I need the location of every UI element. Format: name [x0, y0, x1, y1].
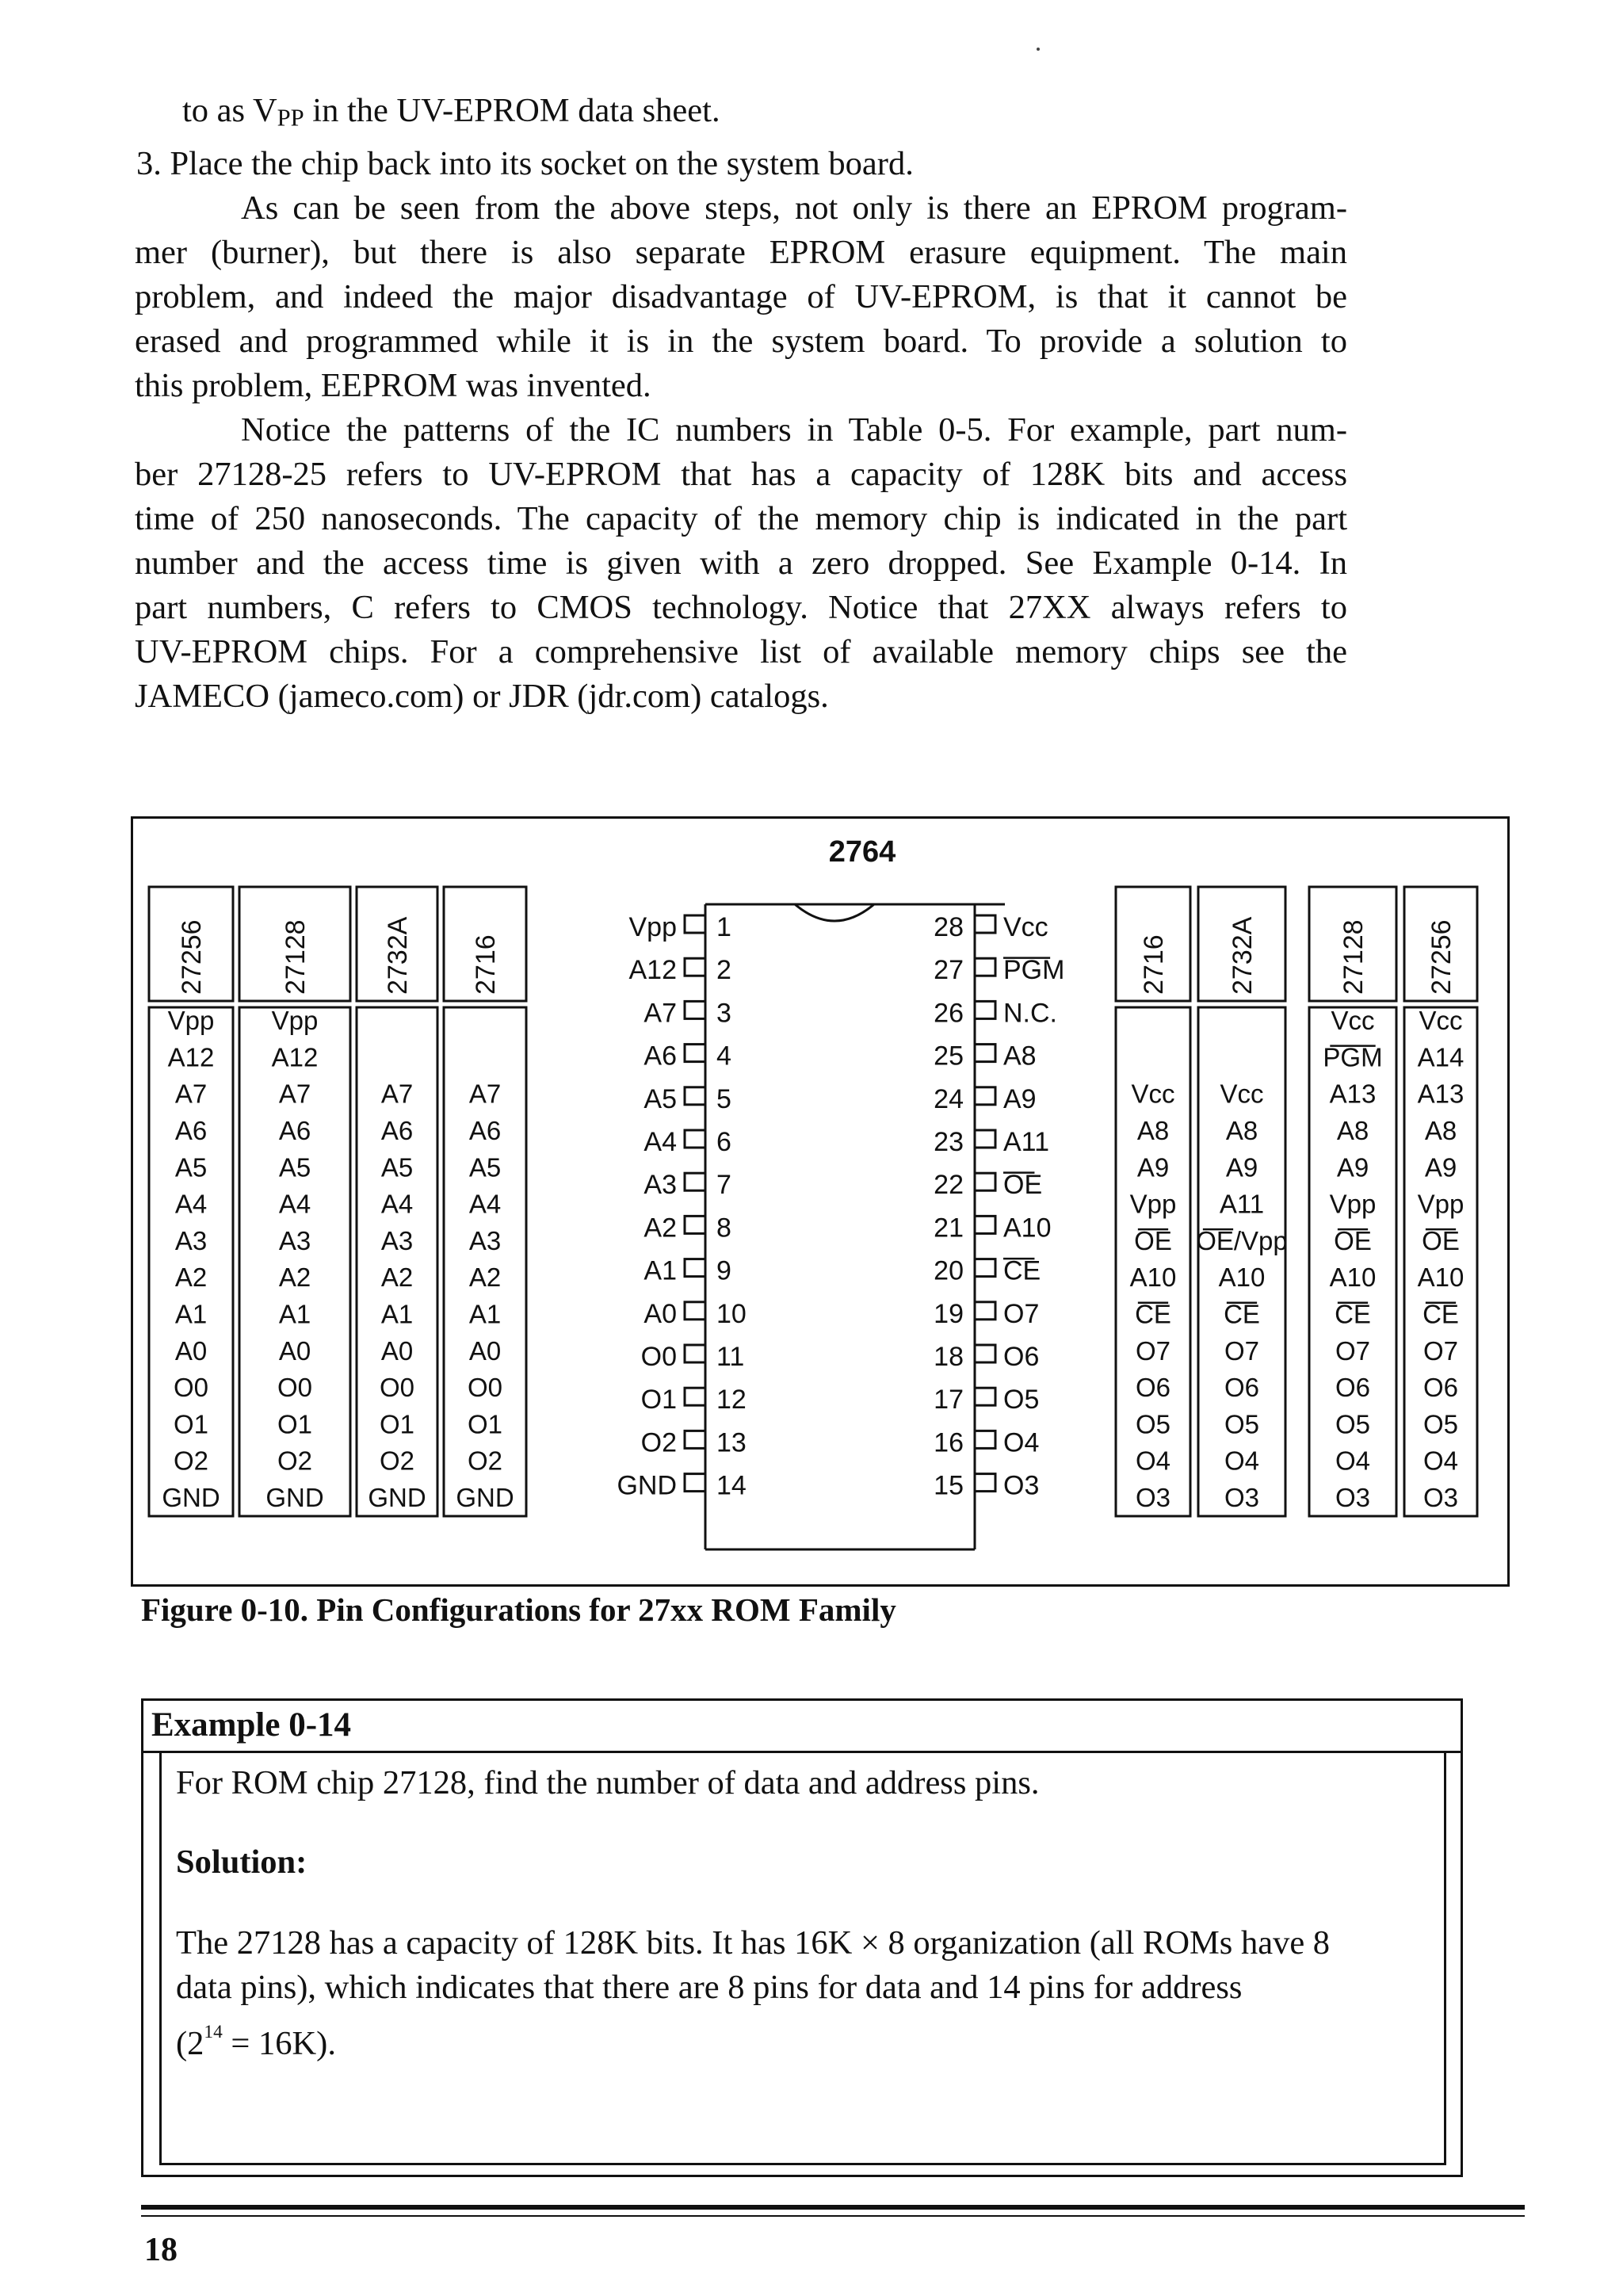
chip-left-pin-number: 4 [716, 1041, 731, 1072]
chip-right-pin-number: 23 [934, 1127, 964, 1157]
answer-exponent: 14 [204, 2022, 223, 2042]
table-part-number: 2732A [1228, 916, 1258, 995]
para2-line: time of 250 nanoseconds. The capacity of the memory chip is indicated in the part [135, 499, 1347, 537]
table-pin-label: A10 [1417, 1263, 1465, 1293]
table-pin-label: O0 [379, 1373, 415, 1403]
table-pin-label: Vpp [1417, 1189, 1465, 1219]
para2-line: UV-EPROM chips. For a comprehensive list of available memory chips see the [135, 632, 1347, 670]
table-pin-label: O3 [1224, 1483, 1260, 1512]
chip-left-pin-number: 3 [716, 998, 731, 1029]
table-pin-label: A1 [468, 1299, 502, 1329]
continuation-text-end: in the UV-EPROM data sheet. [304, 92, 720, 129]
table-pin-label: A0 [380, 1335, 414, 1366]
table-pin-label: A11 [1219, 1189, 1265, 1219]
table-pin-label: A7 [174, 1079, 208, 1109]
table-pin-label: A4 [174, 1189, 208, 1219]
table-pin-label: O3 [1135, 1483, 1171, 1512]
chip-left-pin-number: 7 [716, 1170, 731, 1201]
figure-caption: Figure 0-10. Pin Configurations for 27xx ROM Family [141, 1591, 896, 1628]
chip-left-pin-label: A0 [643, 1298, 677, 1329]
table-pin-label: A9 [1136, 1152, 1170, 1182]
table-pin-label: Vpp [271, 1006, 319, 1036]
page-number: 18 [144, 2232, 178, 2268]
chip-right-pin-number: 24 [934, 1083, 964, 1114]
example-question: For ROM chip 27128, find the number of data and address pins. [176, 1764, 1040, 1801]
chip-left-pin-number: 8 [716, 1213, 731, 1244]
table-part-number: 2716 [1139, 934, 1169, 995]
table-part-number: 27256 [177, 919, 207, 995]
table-pin-label: O0 [277, 1373, 313, 1403]
table-pin-label: A1 [278, 1299, 311, 1329]
chip-left-pin-label: A1 [643, 1255, 677, 1286]
table-pin-label: Vcc [1419, 1006, 1463, 1036]
table-pin-label: O7 [1224, 1335, 1260, 1366]
chip-title: 2764 [828, 835, 896, 869]
answer-line-1: The 27128 has a capacity of 128K bits. It has 16K × 8 organization (all ROMs have 8 [176, 1924, 1331, 1962]
right-pin-box [975, 1001, 995, 1018]
table-pin-label: A4 [380, 1189, 414, 1219]
table-pin-label: A6 [380, 1116, 414, 1145]
chip-left-pin-number: 1 [716, 912, 731, 942]
chip-right-pin-number: 19 [934, 1298, 964, 1329]
answer-line-3 [176, 2010, 336, 2066]
para1-line: mer (burner), but there is also separate EPROM erasure equipment. The main [135, 233, 1347, 271]
chip-right-pin-number: 16 [934, 1427, 964, 1458]
chip-left-pin-number: 12 [716, 1385, 747, 1415]
right-pin-box [975, 958, 995, 976]
left-pin-box [685, 1216, 705, 1233]
left-pin-box [685, 1259, 705, 1277]
table-pin-label: CE [1224, 1299, 1260, 1329]
table-pin-label: A12 [167, 1042, 215, 1072]
right-pin-box [975, 1474, 995, 1492]
right-pin-box [975, 1302, 995, 1320]
table-pin-label: A14 [1417, 1042, 1465, 1072]
chip-left-pin-label: O2 [640, 1427, 677, 1458]
table-pin-label: O0 [467, 1373, 503, 1403]
table-pin-label: O6 [1224, 1373, 1260, 1403]
para2-line: number and the access time is given with a zero dropped. See Example 0-14. In [135, 544, 1347, 582]
chip-right-pin-label: O6 [1003, 1342, 1040, 1372]
table-pin-label: O6 [1335, 1373, 1371, 1403]
para2-line: JAMECO (jameco.com) or JDR (jdr.com) catalogs. [135, 677, 829, 715]
table-pin-label: OE [1422, 1225, 1460, 1255]
chip-right-pin-label: A11 [1003, 1127, 1049, 1157]
para2-line: Notice the patterns of the IC numbers in Table 0-5. For example, part num- [241, 411, 1347, 449]
chip-right-pin-label: O4 [1003, 1427, 1040, 1458]
table-pin-label: A0 [468, 1335, 502, 1366]
footer-rule [141, 2205, 1525, 2210]
chip-left-pin-label: A6 [643, 1041, 677, 1072]
table-pin-label: A5 [380, 1152, 414, 1182]
table-pin-label: A7 [468, 1079, 502, 1109]
table-pin-label: A13 [1329, 1079, 1377, 1109]
chip-left-pin-label: GND [617, 1470, 677, 1501]
table-pin-label: OE [1134, 1225, 1172, 1255]
table-pin-label: A0 [174, 1335, 208, 1366]
table-pin-label: CE [1135, 1299, 1171, 1329]
table-pin-label: O7 [1335, 1335, 1371, 1366]
table-pin-label: CE [1335, 1299, 1371, 1329]
chip-right-pin-label: PGM [1003, 955, 1065, 986]
chip-right-pin-label: N.C. [1003, 998, 1057, 1029]
example-box [141, 1698, 1463, 2177]
left-pin-box [685, 1474, 705, 1492]
chip-right-pin-label: Vcc [1003, 912, 1048, 942]
table-pin-label: A5 [468, 1152, 502, 1182]
table-pin-label: A1 [174, 1299, 208, 1329]
table-pin-label: A4 [468, 1189, 502, 1219]
left-pin-box [685, 958, 705, 976]
table-pin-label: O6 [1423, 1373, 1459, 1403]
table-pin-label: A10 [1218, 1263, 1266, 1293]
chip-left-pin-label: A3 [643, 1170, 677, 1201]
table-pin-label: GND [368, 1483, 426, 1512]
left-pin-box [685, 1001, 705, 1018]
table-pin-label: A2 [278, 1263, 311, 1293]
table-pin-label: A12 [271, 1042, 319, 1072]
pin-diagram [133, 819, 1512, 1589]
para2-line: ber 27128-25 refers to UV-EPROM that has a capacity of 128K bits and access [135, 455, 1347, 493]
left-pin-box [685, 1087, 705, 1105]
left-pin-box [685, 1045, 705, 1062]
table-pin-label: O1 [379, 1409, 415, 1439]
table-part-number: 27128 [281, 919, 311, 995]
body-text [135, 89, 1347, 719]
table-pin-label: A1 [380, 1299, 414, 1329]
para2-line: part numbers, C refers to CMOS technology. Notice that 27XX always refers to [135, 588, 1347, 626]
chip-right-pin-number: 22 [934, 1170, 964, 1201]
table-pin-label: A8 [1336, 1116, 1369, 1145]
table-part-number: 2732A [383, 916, 413, 995]
chip-right-pin-label: OE [1003, 1170, 1043, 1201]
table-pin-label: O3 [1423, 1483, 1459, 1512]
table-pin-label: O2 [379, 1446, 415, 1476]
table-part-number: 27256 [1426, 919, 1457, 995]
chip-left-pin-label: O0 [640, 1342, 677, 1372]
chip-right-pin-number: 20 [934, 1255, 964, 1286]
right-pin-box [975, 1259, 995, 1277]
chip-left-pin-number: 2 [716, 955, 731, 986]
table-pin-label: A9 [1225, 1152, 1258, 1182]
table-pin-label: O5 [1135, 1409, 1171, 1439]
right-pin-box [975, 1045, 995, 1062]
chip-right-pin-number: 26 [934, 998, 964, 1029]
stray-mark [1037, 48, 1040, 51]
table-pin-label: Vcc [1220, 1079, 1264, 1109]
table-pin-label: A8 [1424, 1116, 1457, 1145]
table-pin-label: O4 [1224, 1446, 1260, 1476]
para1-line: As can be seen from the above steps, not only is there an EPROM program- [241, 189, 1347, 227]
table-pin-label: O7 [1135, 1335, 1171, 1366]
table-pin-label: A5 [278, 1152, 311, 1182]
chip-right-pin-number: 25 [934, 1041, 964, 1072]
table-part-number: 2716 [471, 934, 501, 995]
chip-left-pin-label: A2 [643, 1213, 677, 1244]
right-pin-box [975, 1173, 995, 1190]
table-pin-label: O1 [277, 1409, 313, 1439]
left-pin-box [685, 1173, 705, 1190]
chip-left-pin-number: 14 [716, 1470, 747, 1501]
table-pin-label: A6 [468, 1116, 502, 1145]
left-pin-box [685, 1345, 705, 1362]
chip-right-pin-number: 18 [934, 1342, 964, 1372]
right-pin-box [975, 1216, 995, 1233]
chip-left-pin-number: 5 [716, 1083, 731, 1114]
continuation-line [135, 89, 1347, 140]
answer-line-2: data pins), which indicates that there are 8 pins for data and 14 pins for address [176, 1969, 1243, 2006]
table-pin-label: O6 [1135, 1373, 1171, 1403]
table-pin-label: A9 [1336, 1152, 1369, 1182]
chip-right-pin-number: 17 [934, 1385, 964, 1415]
table-pin-label: GND [456, 1483, 514, 1512]
chip-right-pin-number: 15 [934, 1470, 964, 1501]
table-pin-label: A8 [1136, 1116, 1170, 1145]
left-pin-box [685, 915, 705, 933]
answer-post: = 16K). [222, 2025, 336, 2063]
table-pin-label: PGM [1323, 1042, 1383, 1072]
table-pin-label: A13 [1417, 1079, 1465, 1109]
left-pin-box [685, 1130, 705, 1148]
table-pin-label: O5 [1423, 1409, 1459, 1439]
chip-left-pin-number: 13 [716, 1427, 747, 1458]
chip-left-pin-label: A4 [643, 1127, 677, 1157]
chip-right-pin-label: A8 [1003, 1041, 1037, 1072]
para1-line: erased and programmed while it is in the system board. To provide a solution to [135, 322, 1347, 360]
table-pin-label: A10 [1129, 1263, 1177, 1293]
chip-left-pin-label: Vpp [628, 912, 677, 942]
left-pin-box [685, 1302, 705, 1320]
chip-right-pin-label: CE [1003, 1255, 1041, 1286]
table-pin-label: O2 [173, 1446, 209, 1476]
chip-left-pin-number: 10 [716, 1298, 747, 1329]
table-pin-label: OE [1334, 1225, 1372, 1255]
table-pin-label: O0 [173, 1373, 209, 1403]
table-pin-label: A2 [380, 1263, 414, 1293]
chip-left-pin-number: 9 [716, 1255, 731, 1286]
table-pin-label: O2 [277, 1446, 313, 1476]
table-pin-label: A10 [1329, 1263, 1377, 1293]
table-pin-label: A2 [174, 1263, 208, 1293]
table-pin-label: A8 [1225, 1116, 1258, 1145]
table-pin-label: A6 [278, 1116, 311, 1145]
chip-left-pin-number: 11 [716, 1342, 745, 1372]
table-pin-label: OE/Vpp [1196, 1225, 1288, 1255]
table-pin-label: A6 [174, 1116, 208, 1145]
right-pin-box [975, 1087, 995, 1105]
table-pin-label: O4 [1423, 1446, 1459, 1476]
example-header: Example 0-14 [143, 1701, 1461, 1753]
footer-rule-thin [141, 2215, 1525, 2217]
vpp-subscript: PP [277, 104, 304, 132]
table-pin-label: A0 [278, 1335, 311, 1366]
table-pin-label: A3 [174, 1225, 208, 1255]
example-body [159, 1753, 1446, 2165]
table-pin-label: A3 [468, 1225, 502, 1255]
chip-right-pin-label: A10 [1003, 1213, 1052, 1244]
para1-line: problem, and indeed the major disadvantage of UV-EPROM, is that it cannot be [135, 277, 1347, 315]
right-pin-box [975, 1388, 995, 1405]
chip-right-pin-label: O3 [1003, 1470, 1040, 1501]
table-pin-label: A7 [278, 1079, 311, 1109]
table-pin-label: A5 [174, 1152, 208, 1182]
table-pin-label: A2 [468, 1263, 502, 1293]
solution-label: Solution: [176, 1843, 307, 1881]
answer-pre: (2 [176, 2025, 204, 2063]
para1-line: this problem, EEPROM was invented. [135, 366, 651, 404]
table-pin-label: O7 [1423, 1335, 1459, 1366]
left-pin-box [685, 1388, 705, 1405]
table-pin-label: Vcc [1131, 1079, 1175, 1109]
table-pin-label: Vpp [1329, 1189, 1377, 1219]
chip-left-pin-label: O1 [640, 1385, 677, 1415]
table-pin-label: A7 [380, 1079, 414, 1109]
table-pin-label: O3 [1335, 1483, 1371, 1512]
pin-configuration-figure [131, 816, 1510, 1587]
table-pin-label: A9 [1424, 1152, 1457, 1182]
chip-notch [795, 904, 874, 921]
table-pin-label: Vcc [1331, 1006, 1375, 1036]
left-pin-box [685, 1431, 705, 1448]
chip-right-pin-label: O7 [1003, 1298, 1040, 1329]
chip-left-pin-label: A5 [643, 1083, 677, 1114]
chip-right-pin-number: 21 [934, 1213, 964, 1244]
table-part-number: 27128 [1338, 919, 1369, 995]
table-pin-label: Vpp [167, 1006, 215, 1036]
table-pin-label: GND [162, 1483, 220, 1512]
chip-left-pin-label: A12 [628, 955, 677, 986]
table-pin-label: O4 [1135, 1446, 1171, 1476]
right-pin-box [975, 915, 995, 933]
step-3: 3. Place the chip back into its socket on the system board. [136, 144, 914, 182]
chip-left-pin-label: A7 [643, 998, 677, 1029]
table-pin-label: A4 [278, 1189, 311, 1219]
chip-right-pin-label: O5 [1003, 1385, 1040, 1415]
right-pin-box [975, 1130, 995, 1148]
table-pin-label: O2 [467, 1446, 503, 1476]
paragraph-1 [135, 186, 1347, 408]
table-pin-label: GND [265, 1483, 324, 1512]
table-pin-label: O5 [1335, 1409, 1371, 1439]
table-pin-label: O1 [173, 1409, 209, 1439]
table-pin-label: O5 [1224, 1409, 1260, 1439]
chip-right-pin-number: 28 [934, 912, 964, 942]
table-pin-label: O1 [467, 1409, 503, 1439]
right-pin-box [975, 1431, 995, 1448]
chip-right-pin-number: 27 [934, 955, 964, 986]
table-pin-label: CE [1423, 1299, 1459, 1329]
table-pin-label: Vpp [1129, 1189, 1177, 1219]
table-pin-label: O4 [1335, 1446, 1371, 1476]
continuation-text: to as V [182, 92, 277, 129]
chip-right-pin-label: A9 [1003, 1083, 1037, 1114]
right-pin-box [975, 1345, 995, 1362]
table-pin-label: A3 [278, 1225, 311, 1255]
table-pin-label: A3 [380, 1225, 414, 1255]
paragraph-2 [135, 408, 1347, 719]
chip-left-pin-number: 6 [716, 1127, 731, 1157]
